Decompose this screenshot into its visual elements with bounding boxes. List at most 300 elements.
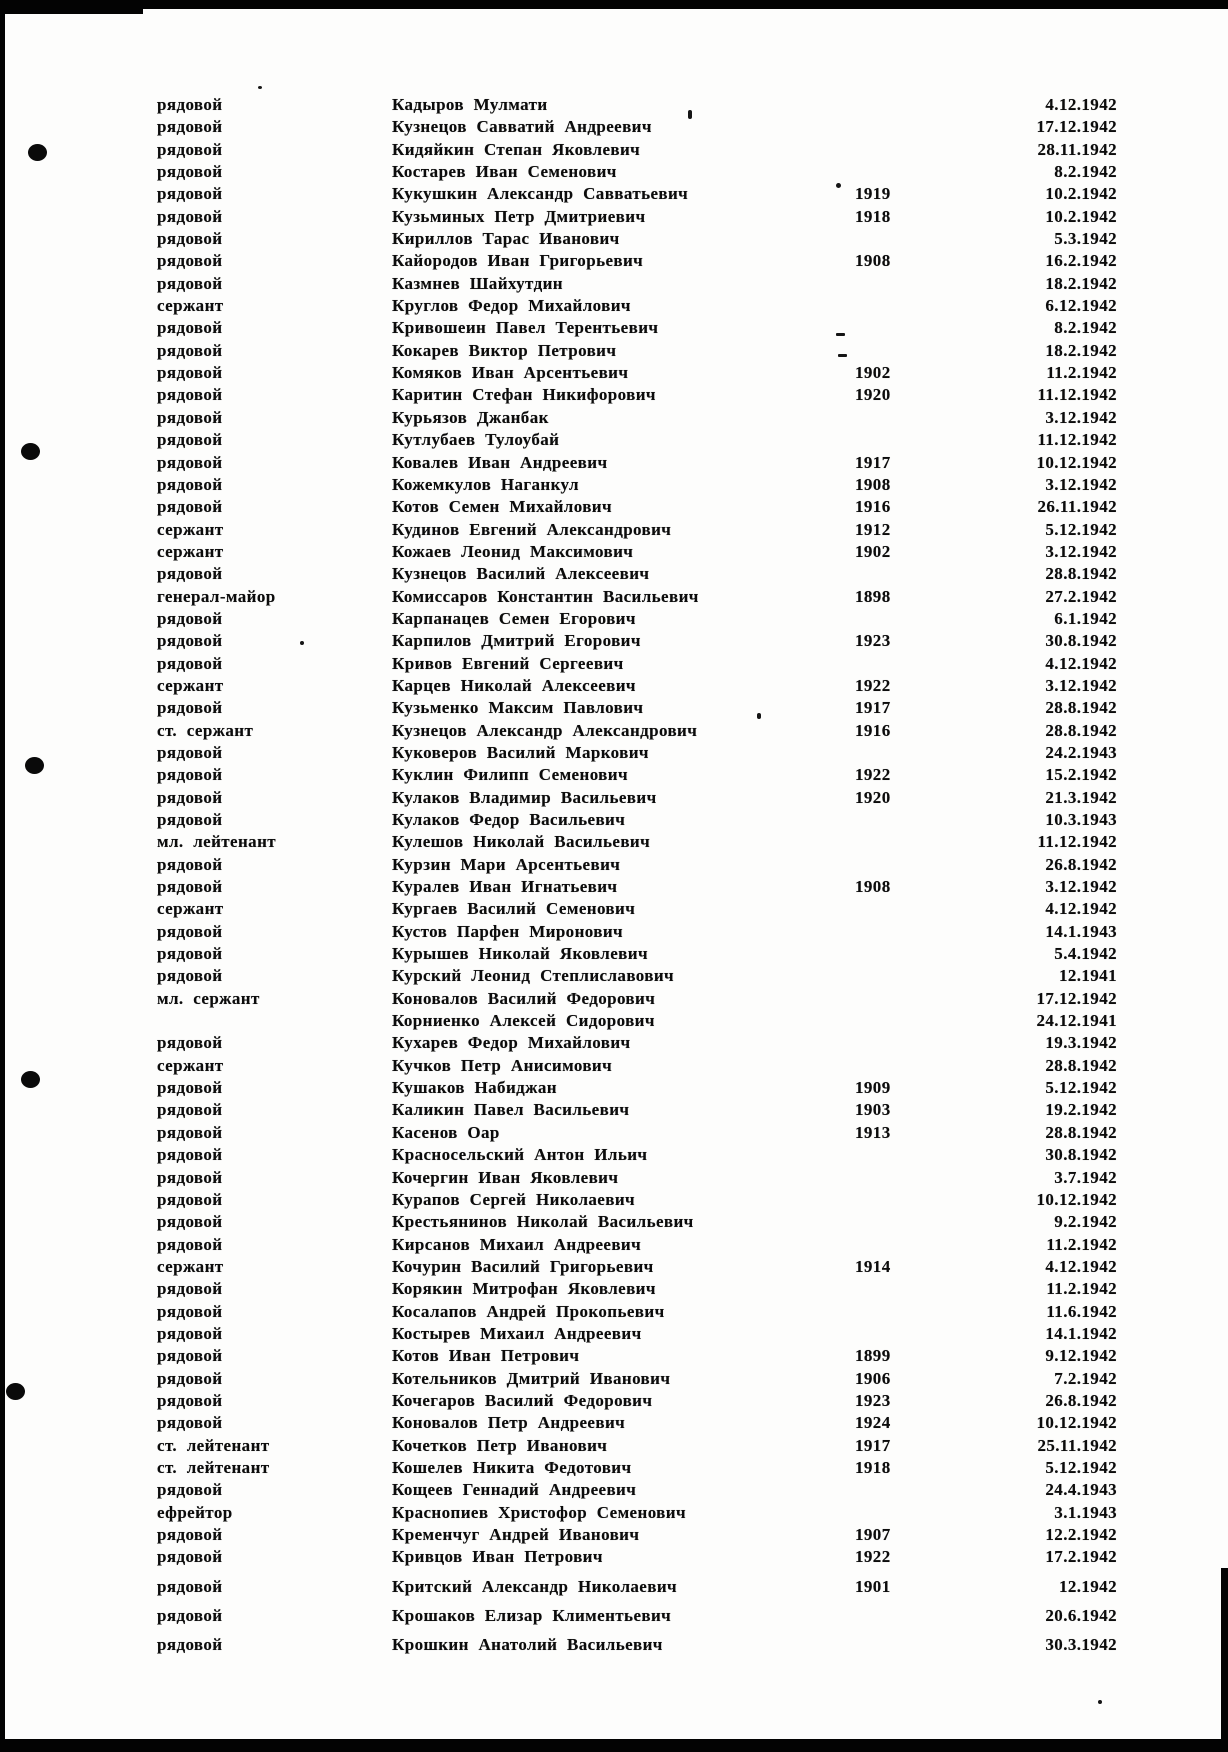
list-row [0, 742, 1228, 764]
rank-cell: рядовой [157, 1525, 223, 1544]
list-row [0, 1010, 1228, 1032]
date-cell: 8.2.1942 [1054, 318, 1117, 338]
list-row [0, 876, 1228, 898]
date-cell: 28.8.1942 [1045, 1055, 1117, 1075]
list-row [0, 787, 1228, 809]
list-row [0, 496, 1228, 518]
rank-cell: рядовой [157, 363, 223, 383]
name-cell: Кривов Евгений Сергеевич [392, 653, 624, 673]
rank-cell: рядовой [157, 497, 223, 517]
name-cell: Кузнецов Савватий Андреевич [392, 117, 652, 137]
list-row [0, 1479, 1228, 1501]
date-cell: 10.2.1942 [1045, 184, 1117, 204]
rank-cell: рядовой [157, 944, 223, 964]
name-cell: Кулаков Владимир Васильевич [392, 787, 657, 807]
list-row [0, 1634, 1228, 1656]
name-cell: Кочергин Иван Яковлевич [392, 1167, 619, 1187]
list-row [0, 161, 1228, 183]
name-cell: Кулешов Николай Васильевич [392, 832, 651, 852]
rank-cell: рядовой [157, 1547, 223, 1567]
list-row [0, 1323, 1228, 1345]
birth-year-cell: 1920 [855, 787, 891, 807]
date-cell: 10.2.1942 [1045, 206, 1117, 226]
rank-cell: рядовой [157, 385, 223, 405]
name-cell: Касенов Оар [392, 1122, 500, 1142]
rank-cell: рядовой [157, 966, 223, 986]
list-row [0, 1122, 1228, 1144]
list-row [0, 653, 1228, 675]
date-cell: 11.12.1942 [1037, 832, 1117, 852]
list-row [0, 965, 1228, 987]
rank-cell: рядовой [157, 1100, 223, 1120]
name-cell: Кокарев Виктор Петрович [392, 340, 617, 360]
rank-cell: рядовой [157, 1145, 223, 1165]
name-cell: Кузнецов Василий Алексеевич [392, 564, 650, 584]
list-row [0, 183, 1228, 205]
rank-cell: сержант [157, 899, 224, 919]
birth-year-cell: 1908 [855, 877, 891, 897]
name-cell: Кустов Парфен Миронович [392, 921, 624, 941]
birth-year-cell: 1912 [855, 519, 891, 539]
birth-year-cell: 1908 [855, 251, 891, 271]
list-row [0, 228, 1228, 250]
list-row [0, 1605, 1228, 1627]
rank-cell: рядовой [157, 117, 223, 137]
date-cell: 4.12.1942 [1045, 899, 1117, 919]
rank-cell: сержант [157, 541, 224, 561]
name-cell: Кириллов Тарас Иванович [392, 229, 620, 249]
rank-cell: рядовой [157, 1390, 223, 1410]
date-cell: 24.2.1943 [1045, 742, 1117, 762]
birth-year-cell: 1923 [855, 1390, 891, 1410]
name-cell: Краснопиев Христофор Семенович [392, 1502, 686, 1522]
rank-cell: рядовой [157, 452, 223, 472]
name-cell: Крестьянинов Николай Васильевич [392, 1212, 694, 1232]
name-cell: Кожемкулов Наганкул [392, 474, 579, 494]
date-cell: 17.2.1942 [1045, 1547, 1117, 1567]
birth-year-cell: 1907 [855, 1525, 891, 1544]
list-row [0, 340, 1228, 362]
name-cell: Красносельский Антон Ильич [392, 1145, 648, 1165]
date-cell: 11.12.1942 [1037, 385, 1117, 405]
rank-cell: рядовой [157, 1323, 223, 1343]
date-cell: 28.8.1942 [1045, 1122, 1117, 1142]
name-cell: Кушаков Набиджан [392, 1078, 557, 1098]
birth-year-cell: 1917 [855, 452, 891, 472]
birth-year-cell: 1919 [855, 184, 891, 204]
list-row [0, 206, 1228, 228]
birth-year-cell: 1908 [855, 474, 891, 494]
rank-cell: рядовой [157, 1167, 223, 1187]
birth-year-cell: 1916 [855, 720, 891, 740]
birth-year-cell: 1918 [855, 1457, 891, 1477]
birth-year-cell: 1917 [855, 698, 891, 718]
list-row [0, 429, 1228, 451]
list-row [0, 1368, 1228, 1390]
list-row [0, 764, 1228, 786]
list-row [0, 519, 1228, 541]
list-row [0, 831, 1228, 853]
rank-cell: рядовой [157, 1122, 223, 1142]
date-cell: 12.1941 [1058, 966, 1117, 986]
name-cell: Комяков Иван Арсентьевич [392, 363, 629, 383]
list-row [0, 1301, 1228, 1323]
name-cell: Карпилов Дмитрий Егорович [392, 631, 641, 651]
rank-cell: рядовой [157, 206, 223, 226]
birth-year-cell: 1916 [855, 497, 891, 517]
date-cell: 3.7.1942 [1054, 1167, 1117, 1187]
date-cell: 6.1.1942 [1054, 608, 1117, 628]
rank-cell: ст. лейтенант [157, 1457, 270, 1477]
name-cell: Кухарев Федор Михайлович [392, 1033, 631, 1053]
list-row [0, 1167, 1228, 1189]
rank-cell: рядовой [157, 162, 223, 182]
date-cell: 14.1.1942 [1045, 1323, 1117, 1343]
name-cell: Костарев Иван Семенович [392, 162, 617, 182]
list-row [0, 1234, 1228, 1256]
date-cell: 27.2.1942 [1045, 586, 1117, 606]
date-cell: 17.12.1942 [1036, 988, 1117, 1008]
rank-cell: рядовой [157, 698, 223, 718]
list-row [0, 1457, 1228, 1479]
rank-cell: мл. лейтенант [157, 832, 277, 852]
list-row [0, 608, 1228, 630]
birth-year-cell: 1914 [855, 1256, 891, 1276]
date-cell: 10.12.1942 [1036, 1413, 1117, 1433]
rank-cell: рядовой [157, 1635, 223, 1655]
rank-cell: ефрейтор [157, 1502, 233, 1522]
name-cell: Комиссаров Константин Васильевич [392, 586, 699, 606]
rank-cell: рядовой [157, 742, 223, 762]
birth-year-cell: 1902 [855, 363, 891, 383]
list-row [0, 317, 1228, 339]
name-cell: Кочетков Петр Иванович [392, 1435, 608, 1455]
date-cell: 26.8.1942 [1045, 854, 1117, 874]
list-row [0, 541, 1228, 563]
name-cell: Кочурин Василий Григорьевич [392, 1256, 654, 1276]
name-cell: Кочегаров Василий Федорович [392, 1390, 653, 1410]
list-row [0, 1144, 1228, 1166]
rank-cell: ст. сержант [157, 720, 254, 740]
list-row [0, 1412, 1228, 1434]
rank-cell: сержант [157, 519, 224, 539]
name-cell: Коновалов Петр Андреевич [392, 1413, 626, 1433]
list-row [0, 1345, 1228, 1367]
list-row [0, 1256, 1228, 1278]
name-cell: Крошкин Анатолий Васильевич [392, 1635, 663, 1655]
date-cell: 18.2.1942 [1045, 273, 1117, 293]
list-row [0, 407, 1228, 429]
name-cell: Кожаев Леонид Максимович [392, 541, 634, 561]
name-cell: Костырев Михаил Андреевич [392, 1323, 642, 1343]
date-cell: 24.4.1943 [1045, 1480, 1117, 1500]
name-cell: Куралев Иван Игнатьевич [392, 877, 618, 897]
name-cell: Кидяйкин Степан Яковлевич [392, 139, 641, 159]
rank-cell: рядовой [157, 854, 223, 874]
date-cell: 8.2.1942 [1054, 162, 1117, 182]
date-cell: 3.12.1942 [1045, 877, 1117, 897]
date-cell: 9.2.1942 [1054, 1212, 1117, 1232]
rank-cell: рядовой [157, 273, 223, 293]
birth-year-cell: 1920 [855, 385, 891, 405]
list-row [0, 630, 1228, 652]
rank-cell: рядовой [157, 229, 223, 249]
list-row [0, 720, 1228, 742]
date-cell: 10.12.1942 [1036, 452, 1117, 472]
rank-cell: рядовой [157, 318, 223, 338]
date-cell: 25.11.1942 [1037, 1435, 1117, 1455]
list-row [0, 809, 1228, 831]
date-cell: 24.12.1941 [1036, 1011, 1117, 1031]
birth-year-cell: 1906 [855, 1368, 891, 1388]
rank-cell: рядовой [157, 631, 223, 651]
birth-year-cell: 1924 [855, 1413, 891, 1433]
date-cell: 19.2.1942 [1045, 1100, 1117, 1120]
name-cell: Куковеров Василий Маркович [392, 742, 649, 762]
date-cell: 3.12.1942 [1045, 474, 1117, 494]
birth-year-cell: 1922 [855, 1547, 891, 1567]
date-cell: 28.8.1942 [1045, 720, 1117, 740]
name-cell: Крошаков Елизар Климентьевич [392, 1606, 672, 1626]
date-cell: 28.8.1942 [1045, 698, 1117, 718]
rank-cell: рядовой [157, 139, 223, 159]
rank-cell: рядовой [157, 877, 223, 897]
name-cell: Каликин Павел Васильевич [392, 1100, 630, 1120]
rank-cell: мл. сержант [157, 988, 260, 1008]
birth-year-cell: 1922 [855, 765, 891, 785]
name-cell: Курский Леонид Степлиславович [392, 966, 675, 986]
date-cell: 30.3.1942 [1045, 1635, 1117, 1655]
name-cell: Коновалов Василий Федорович [392, 988, 656, 1008]
date-cell: 28.8.1942 [1045, 564, 1117, 584]
name-cell: Кузнецов Александр Александрович [392, 720, 698, 740]
name-cell: Карцев Николай Алексеевич [392, 675, 636, 695]
list-row [0, 1546, 1228, 1568]
name-cell: Курзин Мари Арсентьевич [392, 854, 621, 874]
date-cell: 11.12.1942 [1037, 430, 1117, 450]
name-cell: Корякин Митрофан Яковлевич [392, 1279, 656, 1299]
date-cell: 16.2.1942 [1045, 251, 1117, 271]
scan-border-top-corner [0, 0, 143, 14]
date-cell: 5.3.1942 [1054, 229, 1117, 249]
birth-year-cell: 1922 [855, 675, 891, 695]
rank-cell: рядовой [157, 1234, 223, 1254]
list-row [0, 586, 1228, 608]
date-cell: 10.12.1942 [1036, 1189, 1117, 1209]
date-cell: 15.2.1942 [1045, 765, 1117, 785]
date-cell: 20.6.1942 [1045, 1606, 1117, 1626]
name-cell: Котельников Дмитрий Иванович [392, 1368, 671, 1388]
name-cell: Кирсанов Михаил Андреевич [392, 1234, 642, 1254]
rank-cell: рядовой [157, 765, 223, 785]
list-row [0, 563, 1228, 585]
list-row [0, 1576, 1228, 1598]
rank-cell: рядовой [157, 1212, 223, 1232]
birth-year-cell: 1918 [855, 206, 891, 226]
date-cell: 10.3.1943 [1045, 810, 1117, 829]
list-row [0, 1189, 1228, 1211]
date-cell: 3.1.1943 [1054, 1502, 1117, 1522]
rank-cell: сержант [157, 296, 224, 316]
date-cell: 19.3.1942 [1045, 1033, 1117, 1053]
list-row [0, 1278, 1228, 1300]
date-cell: 3.12.1942 [1045, 407, 1117, 427]
list-row [0, 988, 1228, 1010]
list-row [0, 116, 1228, 138]
rank-cell: рядовой [157, 1189, 223, 1209]
list-row [0, 295, 1228, 317]
rank-cell: сержант [157, 1256, 224, 1276]
name-cell: Кадыров Мулмати [392, 95, 548, 114]
name-cell: Кургаев Василий Семенович [392, 899, 636, 919]
scan-border-bottom [0, 1739, 1228, 1752]
rank-cell: рядовой [157, 1033, 223, 1053]
rank-cell: рядовой [157, 184, 223, 204]
name-cell: Кузьминых Петр Дмитриевич [392, 206, 646, 226]
name-cell: Кулаков Федор Васильевич [392, 810, 626, 829]
date-cell: 17.12.1942 [1036, 117, 1117, 137]
date-cell: 18.2.1942 [1045, 340, 1117, 360]
list-row [0, 943, 1228, 965]
rank-cell: рядовой [157, 1480, 223, 1500]
name-cell: Кощеев Геннадий Андреевич [392, 1480, 637, 1500]
birth-year-cell: 1917 [855, 1435, 891, 1455]
name-cell: Каритин Стефан Никифорович [392, 385, 656, 405]
rank-cell: рядовой [157, 1413, 223, 1433]
list-row [0, 273, 1228, 295]
name-cell: Котов Семен Михайлович [392, 497, 612, 517]
list-row [0, 898, 1228, 920]
date-cell: 3.12.1942 [1045, 541, 1117, 561]
birth-year-cell: 1902 [855, 541, 891, 561]
list-row [0, 1099, 1228, 1121]
list-row [0, 1055, 1228, 1077]
date-cell: 5.12.1942 [1045, 1457, 1117, 1477]
list-row [0, 921, 1228, 943]
scan-speck [258, 86, 262, 89]
rank-cell: рядовой [157, 474, 223, 494]
birth-year-cell: 1903 [855, 1100, 891, 1120]
rank-cell: генерал-майор [157, 586, 276, 606]
rank-cell: рядовой [157, 1078, 223, 1098]
date-cell: 11.2.1942 [1046, 1279, 1117, 1299]
list-row [0, 362, 1228, 384]
rank-cell: рядовой [157, 340, 223, 360]
date-cell: 4.12.1942 [1045, 1256, 1117, 1276]
rank-cell: рядовой [157, 564, 223, 584]
rank-cell: рядовой [157, 407, 223, 427]
rank-cell: рядовой [157, 1301, 223, 1321]
birth-year-cell: 1909 [855, 1078, 891, 1098]
rank-cell: рядовой [157, 608, 223, 628]
date-cell: 5.12.1942 [1045, 519, 1117, 539]
rank-cell: рядовой [157, 810, 223, 829]
name-cell: Казмнев Шайхутдин [392, 273, 563, 293]
date-cell: 7.2.1942 [1054, 1368, 1117, 1388]
rank-cell: рядовой [157, 1368, 223, 1388]
date-cell: 26.11.1942 [1037, 497, 1117, 517]
date-cell: 4.12.1942 [1045, 653, 1117, 673]
scan-speck [1098, 1700, 1102, 1704]
date-cell: 3.12.1942 [1045, 675, 1117, 695]
date-cell: 5.12.1942 [1045, 1078, 1117, 1098]
rank-cell: рядовой [157, 251, 223, 271]
name-cell: Кузьменко Максим Павлович [392, 698, 644, 718]
birth-year-cell: 1901 [855, 1576, 891, 1596]
birth-year-cell: 1913 [855, 1122, 891, 1142]
name-cell: Кукушкин Александр Савватьевич [392, 184, 689, 204]
list-row [0, 697, 1228, 719]
date-cell: 5.4.1942 [1054, 944, 1117, 964]
date-cell: 21.3.1942 [1045, 787, 1117, 807]
list-row [0, 1032, 1228, 1054]
list-row [0, 1502, 1228, 1524]
date-cell: 28.11.1942 [1037, 139, 1117, 159]
name-cell: Корниенко Алексей Сидорович [392, 1011, 655, 1031]
birth-year-cell: 1899 [855, 1346, 891, 1366]
name-cell: Кременчуг Андрей Иванович [392, 1525, 640, 1544]
name-cell: Котов Иван Петрович [392, 1346, 580, 1366]
date-cell: 30.8.1942 [1045, 631, 1117, 651]
rank-cell: рядовой [157, 1606, 223, 1626]
list-row [0, 1524, 1228, 1546]
name-cell: Курышев Николай Яковлевич [392, 944, 648, 964]
name-cell: Кайородов Иван Григорьевич [392, 251, 644, 271]
name-cell: Круглов Федор Михайлович [392, 296, 631, 316]
list-row [0, 250, 1228, 272]
name-cell: Кошелев Никита Федотович [392, 1457, 632, 1477]
rank-cell: рядовой [157, 1576, 223, 1596]
name-cell: Куклин Филипп Семенович [392, 765, 628, 785]
rank-cell: сержант [157, 675, 224, 695]
name-cell: Кривошеин Павел Терентьевич [392, 318, 659, 338]
name-cell: Кутлубаев Тулоубай [392, 430, 560, 450]
rank-cell: ст. лейтенант [157, 1435, 270, 1455]
name-cell: Ковалев Иван Андреевич [392, 452, 608, 472]
rank-cell: рядовой [157, 921, 223, 941]
date-cell: 11.2.1942 [1046, 1234, 1117, 1254]
date-cell: 9.12.1942 [1045, 1346, 1117, 1366]
list-row [0, 854, 1228, 876]
name-cell: Критский Александр Николаевич [392, 1576, 678, 1596]
birth-year-cell: 1898 [855, 586, 891, 606]
date-cell: 14.1.1943 [1045, 921, 1117, 941]
birth-year-cell: 1923 [855, 631, 891, 651]
date-cell: 12.1942 [1058, 1576, 1117, 1596]
list-row [0, 1211, 1228, 1233]
list-row [0, 452, 1228, 474]
rank-cell: рядовой [157, 430, 223, 450]
name-cell: Кудинов Евгений Александрович [392, 519, 672, 539]
list-row [0, 474, 1228, 496]
date-cell: 11.6.1942 [1046, 1301, 1117, 1321]
rank-cell: сержант [157, 1055, 224, 1075]
rank-cell: рядовой [157, 95, 223, 114]
rank-cell: рядовой [157, 653, 223, 673]
name-cell: Карпанацев Семен Егорович [392, 608, 636, 628]
list-row [0, 1435, 1228, 1457]
date-cell: 26.8.1942 [1045, 1390, 1117, 1410]
name-cell: Курьязов Джанбак [392, 407, 549, 427]
scan-border-top [0, 0, 1228, 9]
list-row [0, 384, 1228, 406]
list-row [0, 1390, 1228, 1412]
list-row [0, 139, 1228, 161]
rank-cell: рядовой [157, 1346, 223, 1366]
name-cell: Кучков Петр Анисимович [392, 1055, 613, 1075]
rank-cell: рядовой [157, 787, 223, 807]
list-row [0, 94, 1228, 116]
